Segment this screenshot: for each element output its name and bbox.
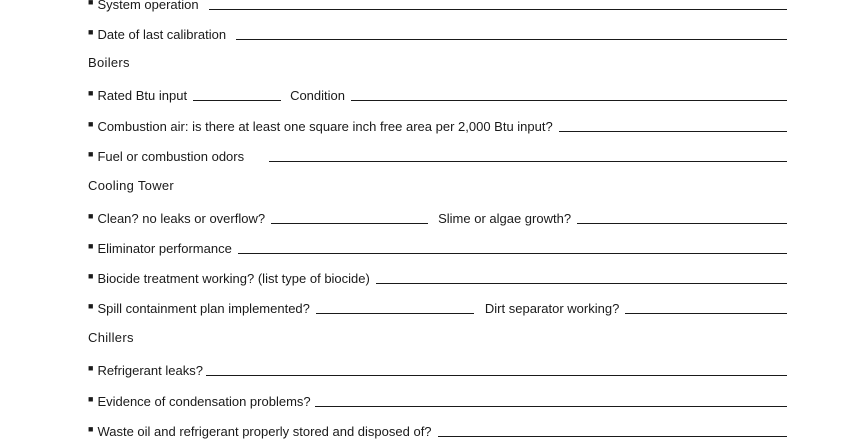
combustion-air-label: Combustion air: is there at least one square inch free area per 2,000 Btu input? bbox=[97, 119, 553, 134]
fuel-odors-label: Fuel or combustion odors bbox=[97, 149, 245, 164]
spill-plan-label: Spill containment plan implemented? bbox=[97, 301, 310, 316]
bullet-icon: ■ bbox=[88, 149, 94, 159]
refrigerant-leaks-field[interactable] bbox=[206, 361, 787, 376]
bullet-icon: ■ bbox=[88, 211, 94, 221]
bullet-icon: ■ bbox=[88, 301, 94, 311]
condition-field[interactable] bbox=[351, 86, 787, 101]
bullet-icon: ■ bbox=[88, 363, 94, 373]
bullet-icon: ■ bbox=[88, 424, 94, 434]
fuel-odors-field[interactable] bbox=[269, 147, 787, 162]
row-date-calibration bbox=[88, 22, 787, 42]
dirt-separator-field[interactable] bbox=[625, 299, 787, 314]
combustion-air-field[interactable] bbox=[559, 117, 787, 132]
row-condensation bbox=[88, 389, 787, 409]
row-biocide bbox=[88, 266, 787, 286]
condensation-field[interactable] bbox=[315, 392, 787, 407]
row-rated-btu bbox=[88, 83, 787, 103]
boilers-heading: Boilers bbox=[88, 55, 130, 70]
row-eliminator bbox=[88, 236, 787, 256]
biocide-label: Biocide treatment working? (list type of biocide) bbox=[97, 271, 370, 286]
condition-label: Condition bbox=[290, 88, 345, 103]
bullet-icon: ■ bbox=[88, 27, 94, 37]
row-waste-oil bbox=[88, 419, 787, 439]
cooling-tower-heading: Cooling Tower bbox=[88, 178, 175, 193]
bullet-icon: ■ bbox=[88, 119, 94, 129]
bullet-icon: ■ bbox=[88, 241, 94, 251]
biocide-field[interactable] bbox=[376, 269, 787, 284]
eliminator-field[interactable] bbox=[238, 239, 787, 254]
row-clean-leaks bbox=[88, 206, 787, 226]
row-fuel-odors bbox=[88, 144, 787, 164]
clean-leaks-field[interactable] bbox=[271, 209, 428, 224]
date-calibration-label: Date of last calibration bbox=[97, 27, 227, 42]
bullet-icon: ■ bbox=[88, 0, 94, 7]
row-system-operation bbox=[88, 0, 787, 12]
dirt-separator-label: Dirt separator working? bbox=[484, 301, 620, 316]
bullet-icon: ■ bbox=[88, 394, 94, 404]
bullet-icon: ■ bbox=[88, 88, 94, 98]
waste-oil-field[interactable] bbox=[438, 422, 787, 437]
row-refrigerant-leaks bbox=[88, 358, 787, 378]
system-operation-label: System operation bbox=[97, 0, 199, 12]
date-calibration-field[interactable] bbox=[236, 25, 787, 40]
clean-leaks-label: Clean? no leaks or overflow? bbox=[97, 211, 266, 226]
row-spill-plan bbox=[88, 296, 787, 316]
spill-plan-field[interactable] bbox=[316, 299, 474, 314]
refrigerant-leaks-label: Refrigerant leaks? bbox=[97, 363, 203, 378]
system-operation-field[interactable] bbox=[209, 0, 787, 10]
chillers-heading: Chillers bbox=[88, 330, 134, 345]
waste-oil-label: Waste oil and refrigerant properly stored and disposed of? bbox=[97, 424, 432, 439]
row-combustion-air bbox=[88, 114, 787, 134]
condensation-label: Evidence of condensation problems? bbox=[97, 394, 311, 409]
bullet-icon: ■ bbox=[88, 271, 94, 281]
rated-btu-field[interactable] bbox=[193, 86, 281, 101]
rated-btu-label: Rated Btu input bbox=[97, 88, 188, 103]
eliminator-label: Eliminator performance bbox=[97, 241, 232, 256]
slime-algae-field[interactable] bbox=[577, 209, 787, 224]
slime-algae-label: Slime or algae growth? bbox=[438, 211, 572, 226]
